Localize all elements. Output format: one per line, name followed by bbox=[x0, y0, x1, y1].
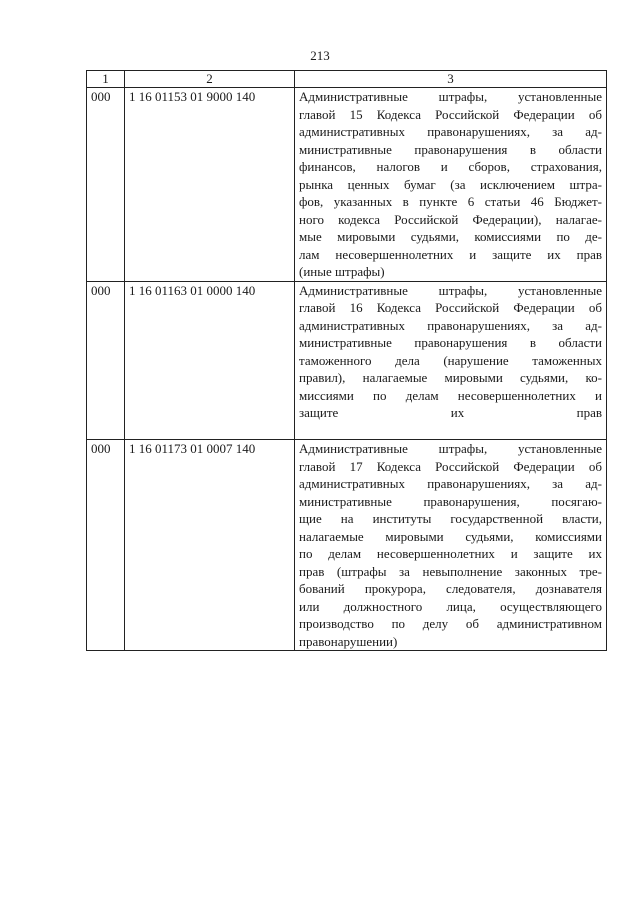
description-cell bbox=[295, 281, 607, 440]
description-line: или должностного лица, осуществляющего bbox=[299, 598, 602, 614]
table-row bbox=[87, 440, 607, 651]
admin-code-cell: 000 bbox=[87, 88, 125, 282]
description-line: производство по делу об административном bbox=[299, 616, 602, 631]
description-line: Административные штрафы, установленные bbox=[299, 89, 602, 104]
description-cell bbox=[295, 440, 607, 651]
description-line: таможенного дела (нарушение таможенных bbox=[299, 352, 602, 368]
page-number: 213 bbox=[310, 48, 330, 63]
description-line: правил), налагаемые мировыми судьями, ко- bbox=[299, 370, 602, 385]
description-line: министративные правонарушения, посягаю- bbox=[299, 493, 602, 509]
description-line: ного кодекса Российской Федерации), налагае- bbox=[299, 211, 602, 227]
column-header: 3 bbox=[295, 71, 607, 88]
description-line: финансов, налогов и сборов, страхования, bbox=[299, 159, 602, 174]
description-line: министративные правонарушения в области bbox=[299, 335, 602, 350]
description-line: административных правонарушениях, за ад- bbox=[299, 476, 602, 491]
description-line: главой 16 Кодекса Российской Федерации об bbox=[299, 300, 602, 315]
description-line: главой 17 Кодекса Российской Федерации об bbox=[299, 458, 602, 474]
column-header: 1 bbox=[87, 71, 125, 88]
description-line: миссиями по делам несовершеннолетних и bbox=[299, 387, 602, 403]
description-line bbox=[299, 422, 602, 440]
description-line: министративные правонарушения в области bbox=[299, 141, 602, 157]
description-line: прав (штрафы за невыполнение законных тре- bbox=[299, 563, 602, 579]
admin-code-cell: 000 bbox=[87, 440, 125, 651]
table-header-row bbox=[87, 71, 607, 88]
description-line: административных правонарушениях, за ад- bbox=[299, 124, 602, 139]
description-line: защите их прав bbox=[299, 405, 602, 420]
description-line: рынка ценных бумаг (за исключением штра- bbox=[299, 176, 602, 192]
admin-code-cell: 000 bbox=[87, 281, 125, 440]
description-line: Административные штрафы, установленные bbox=[299, 441, 602, 456]
description-line: правонарушении) bbox=[299, 633, 398, 649]
description-line: мые мировыми судьями, комиссиями по де- bbox=[299, 229, 602, 244]
kbk-code-cell: 1 16 01163 01 0000 140 bbox=[125, 281, 295, 440]
description-line: налагаемые мировыми судьями, комиссиями bbox=[299, 528, 602, 544]
description-cell bbox=[295, 88, 607, 282]
description-line: лам несовершеннолетних и защите их прав bbox=[299, 246, 602, 262]
table-row bbox=[87, 281, 607, 440]
kbk-code-cell: 1 16 01153 01 9000 140 bbox=[125, 88, 295, 282]
description-line: (иные штрафы) bbox=[299, 264, 385, 279]
table-row bbox=[87, 88, 607, 282]
kbk-code-cell: 1 16 01173 01 0007 140 bbox=[125, 440, 295, 651]
description-line: бований прокурора, следователя, дознавателя bbox=[299, 581, 602, 596]
revenue-codes-table bbox=[86, 70, 607, 651]
description-line: фов, указанных в пункте 6 статьи 46 Бюджет- bbox=[299, 194, 602, 209]
description-line: главой 15 Кодекса Российской Федерации об bbox=[299, 106, 602, 122]
description-line: щие на институты государственной власти, bbox=[299, 511, 602, 526]
description-line: по делам несовершеннолетних и защите их bbox=[299, 546, 602, 561]
description-line: административных правонарушениях, за ад- bbox=[299, 317, 602, 333]
column-header: 2 bbox=[125, 71, 295, 88]
description-line: Административные штрафы, установленные bbox=[299, 282, 602, 298]
